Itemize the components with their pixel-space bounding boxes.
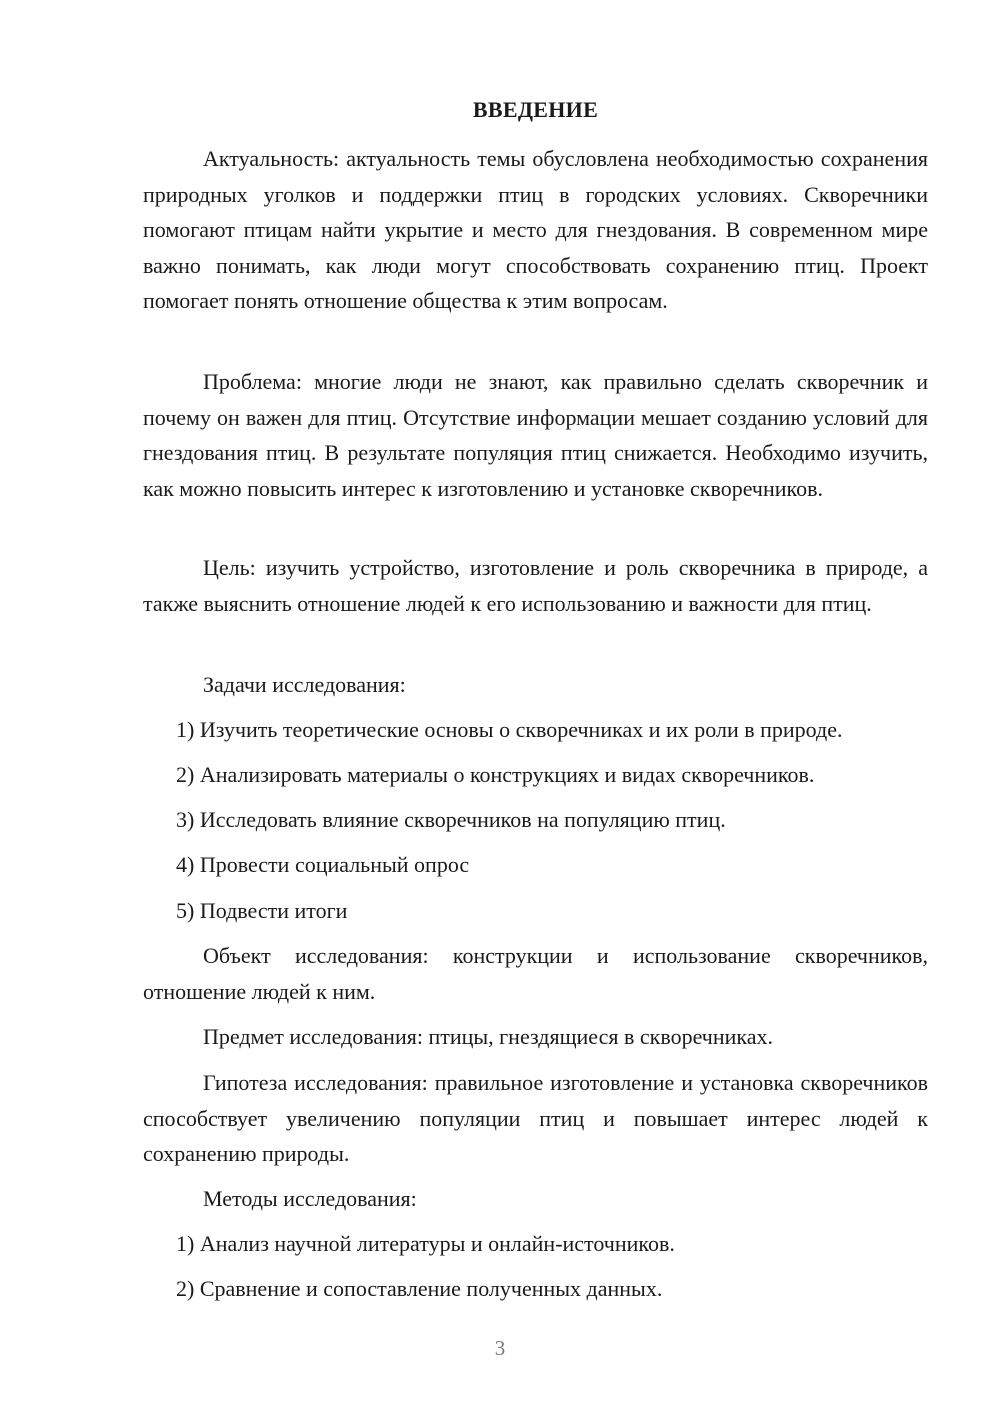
task-item-1: 1) Изучить теоретические основы о скворечниках и их роли в природе.: [176, 717, 843, 742]
task-item-3: 3) Исследовать влияние скворечников на популяцию птиц.: [176, 807, 726, 832]
relevance-paragraph: Актуальность: актуальность темы обусловлена необходимостью сохранения природных уголков и поддержки птиц в городских условиях. Скворечники помогают птицам найти укрытие и место для гнездования. В современном мире важно понимать, как люди могут способствовать сохранению птиц. Проект помогает понять отношение общества к этим вопросам.: [143, 146, 928, 313]
tasks-heading: Задачи исследования:: [203, 672, 406, 697]
methods-heading: Методы исследования:: [203, 1186, 417, 1211]
method-item-2: 2) Сравнение и сопоставление полученных данных.: [176, 1276, 663, 1301]
page-number: 3: [494, 1336, 506, 1360]
section-title: ВВЕДЕНИЕ: [472, 97, 599, 122]
hypothesis-paragraph: Гипотеза исследования: правильное изготовление и установка скворечников способствует увеличению популяции птиц и повышает интерес людей к сохранению природы.: [143, 1070, 928, 1166]
object-paragraph: Объект исследования: конструкции и использование скворечников, отношение людей к ним.: [143, 943, 928, 1004]
task-item-4: 4) Провести социальный опрос: [176, 852, 470, 877]
subject-paragraph: Предмет исследования: птицы, гнездящиеся в скворечниках.: [203, 1024, 774, 1049]
goal-paragraph: Цель: изучить устройство, изготовление и роль скворечника в природе, а также выяснить отношение людей к его использованию и важности для птиц.: [143, 555, 928, 616]
method-item-1: 1) Анализ научной литературы и онлайн-источников.: [176, 1231, 675, 1256]
task-item-2: 2) Анализировать материалы о конструкциях и видах скворечников.: [176, 762, 815, 787]
problem-paragraph: Проблема: многие люди не знают, как правильно сделать скворечник и почему он важен для птиц. Отсутствие информации мешает созданию условий для гнездования птиц. В результате популяция птиц снижается. Необходимо изучить, как можно повысить интерес к изготовлению и установке скворечников.: [143, 369, 928, 501]
task-item-5: 5) Подвести итоги: [176, 898, 348, 923]
